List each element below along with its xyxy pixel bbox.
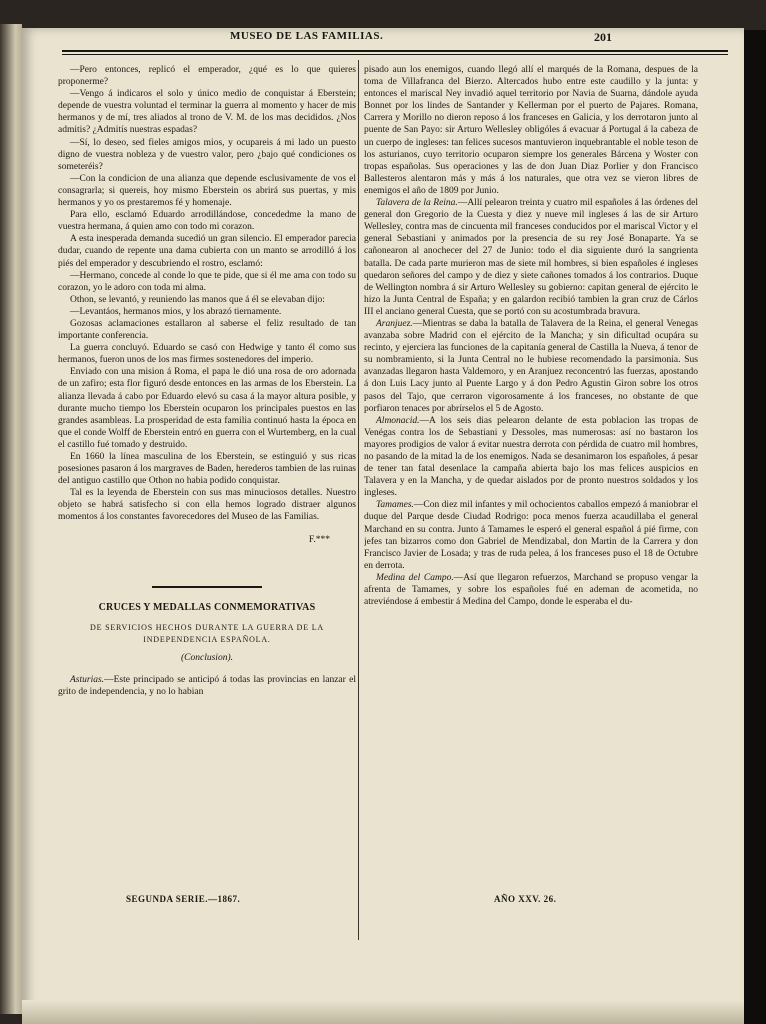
paragraph: Enviado con una mision á Roma, el papa le dió una rosa de oro adornada de un zafiro; esta flor figuró desde entonces en las armas de los Eberstein. La alianza llevada á cabo por Eduardo elevó su casa á la mayor altura posible, y durante mucho tiempo los Eberstein ocuparon los principales puestos en las grandes asambleas. La prosperidad de esta familia continuó hasta la época en que el conde Wolff de Eberstein entró en guerra con el Wurtemberg, en la cual el castillo fué tomado y destruido. — [58, 367, 356, 450]
left-column — [58, 64, 356, 910]
paragraph-entry — [364, 197, 698, 318]
paragraph-entry — [364, 415, 698, 500]
paragraph: —Con la condicion de una alianza que depende esclusivamente de vos el consagrarla; si quereis, hoy mismo Eberstein os abrirá sus puertas, y mis hermanos y yo os prestaremos fé y homenaje. — [58, 173, 356, 209]
footer-year-issue: AÑO XXV. 26. — [494, 894, 557, 904]
paragraph: Para ello, esclamó Eduardo arrodillándose, concededme la mano de vuestra hermana, á quien amo con todo mi corazon. — [58, 210, 356, 233]
header-rule-thick — [62, 50, 728, 52]
paragraph: La guerra concluyó. Eduardo se casó con Hedwige y tanto él como sus hermanos, fueron unos de los mas firmes sostenedores del imperio. — [58, 343, 356, 366]
running-head-title: MUSEO DE LAS FAMILIAS. — [230, 30, 384, 42]
page-number: 201 — [594, 30, 612, 44]
paragraph: Othon, se levantó, y reuniendo las manos que á él se elevaban dijo: — [70, 294, 325, 305]
paragraph: —Vengo á indicaros el solo y único medio de conquistar á Eberstein; depende de vuestra voluntad el terminar la guerra al momento y hacer de mis hermanos y de mí, tres aliados al trono de V. M. de los mas decididos. ¿Nos admitis? ¿Admitís nuestras espadas? — [58, 89, 356, 136]
entry-text: —Allí pelearon treinta y cuatro mil españoles á las órdenes del general don Gregorio de la Cuesta y diez y nueve mil ingleses á las de sir Arturo Wellesley, contra mas de cincuenta mil franceses conducidos por el mariscal Victor y el general Sebastiani y animados por la presencia de su rey José Bonaparte. Ya se cañonearon al anochecer del 27 de Junio: todo el dia siguiente duró la sangrienta batalla. De cada parte murieron mas de siete mil hombres, si bien españoles é ingleses quedaron señores del campo y de diez y siete cañones tomados á los contrarios. Duque de Wellington nombra á sir Arturo Wellesley su gobierno: capitan general de ejército le hizo la Junta Central de España; y en galardon recibió tambien la gran cruz de Cárlos III el anciano general Cuesta, que se portó con su acostumbrada bravura. — [364, 198, 698, 317]
author-signature: F.*** — [308, 534, 330, 545]
adjacent-page-edge — [0, 24, 22, 1014]
section-subtitle: DE SERVICIOS HECHOS DURANTE LA GUERRA DE LA INDEPENDENCIA ESPAÑOLA. — [90, 622, 324, 644]
paragraph: —Pero entonces, replicó el emperador, ¿qué es lo que quieres proponerme? — [58, 65, 356, 88]
right-column — [364, 64, 698, 922]
entry-label: Aranjuez. — [376, 318, 413, 329]
paragraph: A esta inesperada demanda sucedió un gran silencio. El emperador parecia dudar, cuando de repente una dama cubierta con un manto se arrodilló á los piés del emperador y descubriendo el rostro, esclamó: — [58, 234, 356, 269]
entry-label: Tamames. — [376, 500, 414, 511]
section-divider-rule — [152, 586, 262, 588]
paragraph-entry — [364, 499, 698, 572]
entry-label: Asturias. — [70, 675, 105, 686]
paragraph: —Sí, lo deseo, sed fieles amigos mios, y ocupareis á mi lado un puesto digno de vuestra nobleza y de vuestro valor, pero ¿bajo qué condiciones os someteréis? — [58, 137, 356, 172]
entry-text: —Mientras se daba la batalla de Talavera de la Reina, el general Venegas avanzaba sobre Madrid con el ejército de la Mancha; y sin dificultad ocupára su recinto, y ejerciera las funciones de la capitanía general de Castilla la Nueva, á tenor de su nombramiento, si la Junta Central no le hubiese recomendado la parsimonia. Sus avanzadas llegaron hasta Valdemoro, y en Aranjuez reconcentró las fuerzas, apostando á don Luis Lacy junto al Puente Largo y á don Pedro Agustin Giron sobre los otros pasos del Tajo, que cerraron vigorosamente á los franceses, no obstante de que porfiaron tenaces por abrírselos el 5 de Agosto. — [364, 318, 698, 414]
entry-text: —Este principado se anticipó á todas las provincias en lanzar el grito de independencia, y no lo habian — [58, 675, 356, 698]
entry-text: —Con diez mil infantes y mil ochocientos caballos empezó á maniobrar el duque del Parque desde Ciudad Rodrigo: poca menos fuerza acaudillaba el general Marchand en su contra. Junto á Tamames le esperó el general español á pié firme, con jefes tan bizarros como don Gabriel de Mendizabal, don Martin de la Carrera y don Francisco Javier de Losada; y tras de ruda pelea, á los franceses puso el 18 de Octubre en derrota. — [364, 500, 698, 571]
paragraph-asturias — [58, 674, 356, 698]
paragraph: —Hermano, concede al conde lo que te pide, que si él me ama con todo su corazon, yo le adoro con toda mi alma. — [58, 270, 356, 293]
page-bottom-shadow — [22, 1000, 744, 1024]
section-title: CRUCES Y MEDALLAS CONMEMORATIVAS — [98, 601, 316, 613]
footer-series: SEGUNDA SERIE.—1867. — [126, 894, 241, 904]
entry-label: Medina del Campo. — [376, 572, 454, 583]
paragraph: Gozosas aclamaciones estallaron al saberse el feliz resultado de tan importante conferencia. — [58, 318, 356, 342]
paragraph-continuation: pisado aun los enemigos, cuando llegó allí el marqués de la Romana, despues de la toma de Villafranca del Bierzo. Altercados hubo entre este caudillo y la junta: y entonces el mariscal Ney invadió aquel territorio por Navia de Suarna, dándole ayuda Bonnet por los lindes de Santander y Kellerman por el puerto de Pajares. Romana, Carrera y Morillo no dieron reposo á los franceses en Galicia, y los derrotaron junto al puente de San Payo: sir Arturo Wellesley obligóles á evacuar á Portugal á la cabeza de un cuerpo de ingleses: tan felices sucesos mantuvieron inquebrantable el noble teson de los asturianos, cuyo territorio ocuparon siempre los generales Bárcena y Woster con tropas españolas. Sus operaciones y las de don Juan Diaz Porlier y don Francisco Ballesteros alentaron más y más á los naturales, que otra vez se vieron libres de enemigos el año de 1809 por Junio. — [364, 65, 698, 196]
entry-label: Talavera de la Reina. — [376, 198, 458, 209]
column-divider — [358, 60, 359, 940]
header-rule-thin — [62, 54, 728, 55]
scan-background — [744, 30, 766, 1024]
section-conclusion-note: (Conclusion). — [181, 652, 233, 663]
paragraph: En 1660 la línea masculina de los Eberstein, se estinguió y sus ricas posesiones pasaron á los margraves de Baden, herederos tambien de las ruinas del antiguo castillo que Othon no habia podido conquistar. — [58, 452, 356, 487]
paragraph: —Levantáos, hermanos mios, y los abrazó tiernamente. — [70, 306, 282, 317]
paragraph-entry — [364, 318, 698, 415]
paragraph-entry — [364, 572, 698, 608]
entry-text: —Así que llegaron refuerzos, Marchand se propuso vengar la afrenta de Tamames, y sobre los españoles fué en ademan de acometida, no atreviéndose á embestir á Medina del Campo, donde le esperaba el du- — [364, 572, 698, 608]
paragraph: Tal es la leyenda de Eberstein con sus mas minuciosos detalles. Nuestro objeto se habrá satisfecho si con ella hemos logrado distraer algunos momentos á los constantes favorecedores del Museo de las Familias. — [58, 488, 356, 523]
entry-label: Almonacid. — [376, 415, 420, 426]
entry-text: —A los seis dias pelearon delante de esta poblacion las tropas de Venégas contra los de Sebastiani y Dessoles, mas numerosas: así no bastaron los mayores prodigios de valor á evitar nuestra derrota con pérdida de cuatro mil hombres, no pasando de la mitad la de los enemigos. Nada se desanimaron los españoles, á pesar de tener tan fatal desenlace la campaña abierta bajo los mas felices auspicios en Talavera y en la Mancha, y de quedar aislados por de pronto nuestros soldados y los ingleses. — [364, 415, 698, 499]
